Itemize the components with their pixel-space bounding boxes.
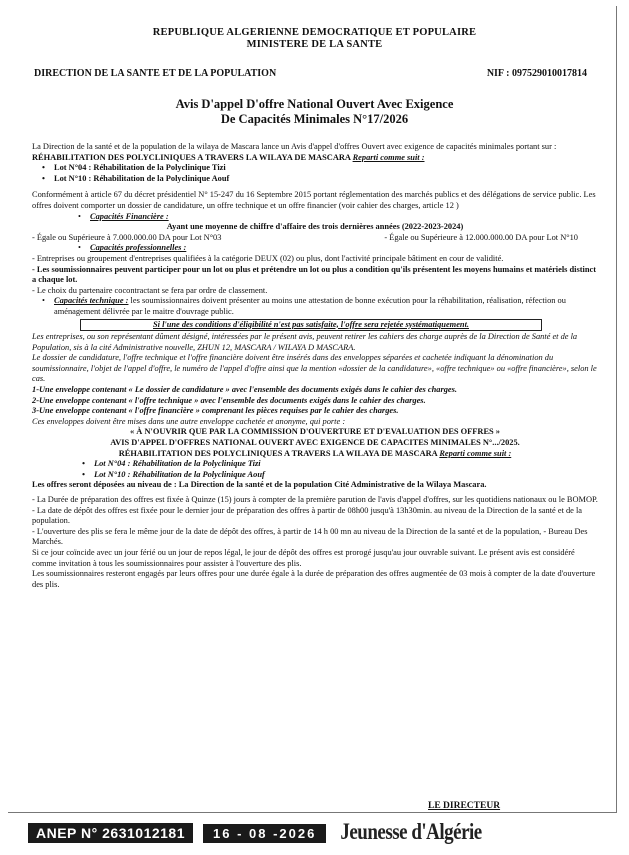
financial-label: Capacités Financière : [90,211,169,221]
technical-label: Capacités technique : [54,296,129,306]
financial-heading [68,212,598,223]
project-title-row [32,153,598,164]
newspaper-logo: Jeunesse d'Algérie [340,819,482,845]
professional-item-2: - Les soumissionnaires peuvent participer pour un lot ou plus et prétendre un lot ou plus a condition qu'ils présentent les moyens humains et matériels distinct a chaque lot. [32,264,597,285]
anep-reference: ANEP N° 2631012181 [28,823,193,843]
outer-label-line2: AVIS D'APPEL D'OFFRES NATIONAL OUVERT AVEC EXIGENCE DE CAPACITES MINIMALES N°.../2025. [110,438,520,448]
outer-label-line3: RÉHABILITATION DES POLYCLINIQUES A TRAVERS LA WILAYA DE MASCARA [118,448,438,458]
project-split: Reparti comme suit : [352,152,425,162]
envelope-3: 3-Une enveloppe contenant « l'offre financière » comprenant les pièces requises par le cahier des charges. [32,406,399,416]
eligibility-warning: Si l'une des conditions d'éligibilité n'est pas satisfaite, l'offre sera rejetée systématiquement. [80,319,542,332]
notice-title-line1: Avis D'appel D'offre National Ouvert Avec Exigence [175,97,454,111]
nif-label: NIF : 097529010017814 [486,68,587,79]
ministry-header: MINISTERE DE LA SANTE [246,39,383,50]
direction-label: DIRECTION DE LA SANTE ET DE LA POPULATION [34,68,277,79]
lot-04: • Lot N°04 : Réhabilitation de la Polyclinique Tizi [32,163,598,174]
professional-item-1: - Entreprises ou groupement d'entreprises qualifiées à la catégorie DEUX (02) ou plus, dont l'activité principale bâtiment en cour de validité. [32,253,504,263]
lot-10: • Lot N°10 : Réhabilitation de la Polyclinique Aouf [32,174,598,185]
envelope-2: 2-Une enveloppe contenant « l'offre technique » avec l'ensemble des documents exigés dans le cahier des charges. [32,395,426,405]
financial-turnover: Ayant une moyenne de chiffre d'affaire des trois dernières années (2022-2023-2024) [166,222,464,232]
conformity-paragraph: Conformément à article 67 du décret présidentiel N° 15-247 du 16 Septembre 2015 portant réglementation des marchés publics et des délégations de service public. Les offres doivent comporter un dossier de candidature, un offre technique et un offre financier (voir cahier des charges, article 12 ) [32,190,596,210]
outer-lot-10: • Lot N°10 : Réhabilitation de la Polyclinique Aouf [72,470,598,481]
project-title: RÉHABILITATION DES POLYCLINIQUES A TRAVERS LA WILAYA DE MASCARA [32,152,351,162]
schedule-item-2: - La date de dépôt des offres est fixée pour le dernier jour de préparation des offres à partir de 08h00 jusqu'à 13h30min. au niveau de la Direction de la santé et de la population. [32,505,583,526]
schedule-item-4: Si ce jour coïncide avec un jour férié ou un jour de repos légal, le jour de dépôt des offres est prorogé jusqu'au jour ouvrable suivant. Le présent avis est considéré comme invitation à tous les soumissionnaires pour assister à l'ouverture des plis. [32,547,575,568]
dossier-paragraph: Le dossier de candidature, l'offre technique et l'offre financière doivent être insérés dans des enveloppes séparées et cachetée indiquant la dénomination du soumissionnaire, l'objet de l'appel d'offre, le numéro de l'appel d'offre ainsi que la mention «dossier de la candidature», «offre technique» ou «offre financière», selon le cas. [32,353,597,384]
financial-thresholds [32,233,598,244]
outer-lot-04: • Lot N°04 : Réhabilitation de la Polyclinique Tizi [72,459,598,470]
notice-body [32,142,598,590]
schedule-item-5: Les soumissionnaires resteront engagés par leurs offres pour une durée égale à la durée de préparation des offres augmentée de 03 mois à compter de la date d'ouverture des plis. [32,569,596,589]
outer-label-line1: « À N'OUVRIR QUE PAR LA COMMISSION D'OUVERTURE ET D'EVALUATION DES OFFRES » [130,427,500,437]
intro-paragraph: La Direction de la santé et de la population de la wilaya de Mascara lance un Avis d'appel d'offres Ouvert avec exigence de capacités minimales portant sur : [32,142,557,151]
schedule-item-3: - L'ouverture des plis se fera le même jour de la date de dépôt des offres, à partir de 14 h 00 mn au niveau de la Direction de la santé et de la population, - Bureau Des Marchés. [32,526,588,547]
outer-label-split: Reparti comme suit : [439,448,512,458]
professional-heading [68,243,598,254]
professional-item-3: - Le choix du partenaire cocontractant se fera par ordre de classement. [32,285,268,295]
publication-date: 16 - 08 -2026 [203,824,326,843]
threshold-lot-10: - Égale ou Supérieure à 12.000.000.00 DA pour Lot N°10 [384,232,578,242]
republic-header: REPUBLIQUE ALGERIENNE DEMOCRATIQUE ET POPULAIRE [152,27,477,38]
envelope-1: 1-Une enveloppe contenant « Le dossier de candidature » avec l'ensemble des documents exigés dans le cahier des charges. [32,385,457,395]
publication-footer [28,819,482,845]
deposit-paragraph: Les offres seront déposées au niveau de : La Direction de la santé et de la population Cité Administrative de la Wilaya Mascara. [32,480,487,490]
withdrawal-paragraph: Les entreprises, ou son représentant dûment désigné, intéressées par le présent avis, peuvent retirer les cahiers des charge auprès de la Direction de Santé et de la Population, sis à la cité Administrative nouvelle, ZHUN 12, MASCARA / WILAYA D MASCARA. [32,332,578,352]
director-signature: LE DIRECTEUR [428,801,501,811]
technical-paragraph [32,296,598,317]
outer-envelope: Ces enveloppes doivent être mises dans une autre enveloppe cachetée et anonyme, qui porte : [32,416,346,426]
outer-label-line3-row [32,449,598,460]
professional-label: Capacités professionnelles : [90,243,187,253]
schedule-item-1: - La Durée de préparation des offres est fixée à Quinze (15) jours à compter de la première parution de l'avis d'appel d'offres, sur les quotidiens nationaux ou le BOMOP. [32,495,598,504]
notice-title-line2: De Capacités Minimales N°17/2026 [220,112,409,126]
threshold-lot-03: - Égale ou Supérieure à 7.000.000.00 DA pour Lot N°03 [32,232,222,242]
technical-text: les soumissionnaires doivent présenter au moins une attestation de bonne exécution pour la réhabilitation, réalisation, réfection ou aménagement délivrée par le maitre d'ouvrage public. [54,296,566,316]
